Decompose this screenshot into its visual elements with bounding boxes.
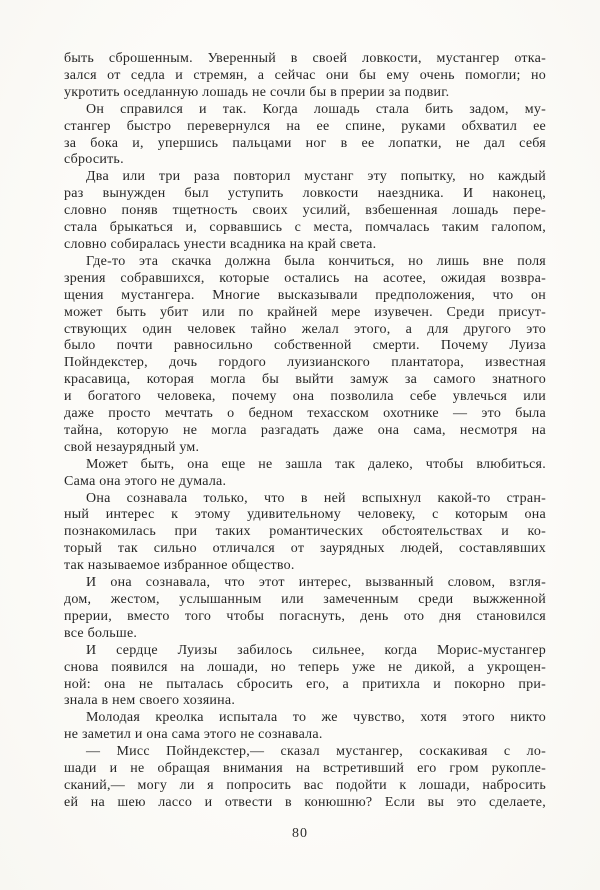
text-line: красавица, которая могла бы выйти замуж за самого знатного: [64, 372, 546, 388]
paragraph: [64, 710, 546, 744]
paragraph: [64, 744, 546, 812]
text-line: ной: она не пыталась сбросить его, а притихла и покорно при-: [64, 676, 546, 692]
text-line: все больше.: [64, 625, 138, 641]
text-line: не заметил и она сама этого не сознавала.: [64, 727, 323, 743]
text-line: даже просто мечтать о бедном техасском охотнике — это была: [64, 406, 546, 422]
text-line: стала брыкаться и, сорвавшись с места, помчалась таким галопом,: [64, 220, 546, 236]
text-line: стангер быстро перевернулся на ее спине, руками обхватил ее: [64, 118, 546, 134]
text-line: зался от седла и стремян, а сейчас они бы ему очень помогли; но: [64, 67, 546, 83]
text-line: прерии, вместо того чтобы погаснуть, день ото дня становился: [64, 608, 546, 624]
paragraph: [64, 575, 546, 643]
page-number: 80: [292, 826, 308, 841]
paragraph: [64, 169, 546, 254]
text-line: Пойндекстер, дочь гордого луизианского плантатора, известная: [64, 355, 546, 371]
text-line: Может быть, она еще не зашла так далеко, чтобы влюбиться.: [86, 456, 546, 472]
page-text: [64, 51, 546, 812]
text-line: быть сброшенным. Уверенный в своей ловкости, мустангер отка-: [64, 51, 546, 66]
text-line: ствующих один человек тайно желал этого, а для другого это: [64, 321, 546, 337]
paragraph: [64, 102, 546, 170]
text-line: Где-то эта скачка должна была кончиться, но лишь вне поля: [86, 253, 546, 269]
paragraph: [64, 51, 546, 102]
text-line: укротить оседланную лошадь не сочли бы в прерии за подвиг.: [64, 84, 450, 100]
text-line: тайна, которую не могла разгадать даже она сама, несмотря на: [64, 422, 546, 438]
text-line: зрения собравшихся, которые остались на асотее, ожидая возвра-: [64, 270, 546, 286]
text-line: Сама она этого не думала.: [64, 473, 227, 489]
text-line: сканий,— могу ли я попросить вас подойти к лошади, набросить: [64, 777, 546, 793]
text-line: ный интерес к этому удивительному человеку, с которым она: [64, 507, 546, 523]
text-line: словно поняв тщетность своих усилий, взбешенная лошадь пере-: [64, 203, 546, 219]
text-line: щения мустангера. Многие высказывали предположения, что он: [64, 287, 546, 303]
text-line: так называемое избранное общество.: [64, 558, 295, 574]
text-line: дом, жестом, услышанным или замеченным среди выжженной: [64, 592, 546, 607]
paragraph: [64, 254, 546, 457]
text-line: сбросить.: [64, 152, 124, 168]
text-line: ей на шею лассо и отвести в конюшню? Если вы это сделаете,: [64, 794, 546, 810]
text-line: и богатого человека, почему она позволила себе увлечься или: [64, 389, 546, 405]
text-line: И она сознавала, что этот интерес, вызванный словом, взгля-: [86, 575, 546, 591]
text-line: может быть убит или по крайней мере изувечен. Среди присут-: [64, 304, 546, 320]
text-line: за бока и, упершись пальцами ног в ее лопатки, не дал себя: [64, 135, 546, 151]
text-line: было почти равносильно собственной смерти. Почему Луиза: [64, 338, 546, 354]
text-line: раз вынужден был уступить ловкости наездника. И наконец,: [64, 186, 546, 202]
text-line: шади и не обращая внимания на встретивший его гром рукопле-: [64, 761, 546, 777]
paragraph: [64, 643, 546, 711]
paragraph: [64, 457, 546, 491]
text-line: И сердце Луизы забилось сильнее, когда Морис-мустангер: [86, 642, 546, 658]
text-line: Она сознавала только, что в ней вспыхнул какой-то стран-: [86, 490, 546, 506]
text-line: Молодая креолка испытала то же чувство, хотя этого никто: [86, 710, 546, 726]
text-line: Он справился и так. Когда лошадь стала бить задом, му-: [86, 101, 546, 117]
paragraph: [64, 491, 546, 576]
text-line: снова появился на лошади, но теперь уже не дикой, а укрощен-: [64, 659, 546, 675]
text-line: — Мисс Пойндекстер,— сказал мустангер, соскакивая с ло-: [86, 744, 546, 760]
text-line: торый так сильно отличался от заурядных людей, составлявших: [64, 541, 546, 557]
text-line: словно собиралась унести всадника на край света.: [64, 236, 377, 252]
text-line: Два или три раза повторил мустанг эту попытку, но каждый: [86, 169, 546, 185]
text-line: познакомилась при таких романтических обстоятельствах и ко-: [64, 524, 546, 540]
text-line: свой незаурядный ум.: [64, 439, 200, 455]
text-line: знала в нем своего хозяина.: [64, 693, 236, 709]
